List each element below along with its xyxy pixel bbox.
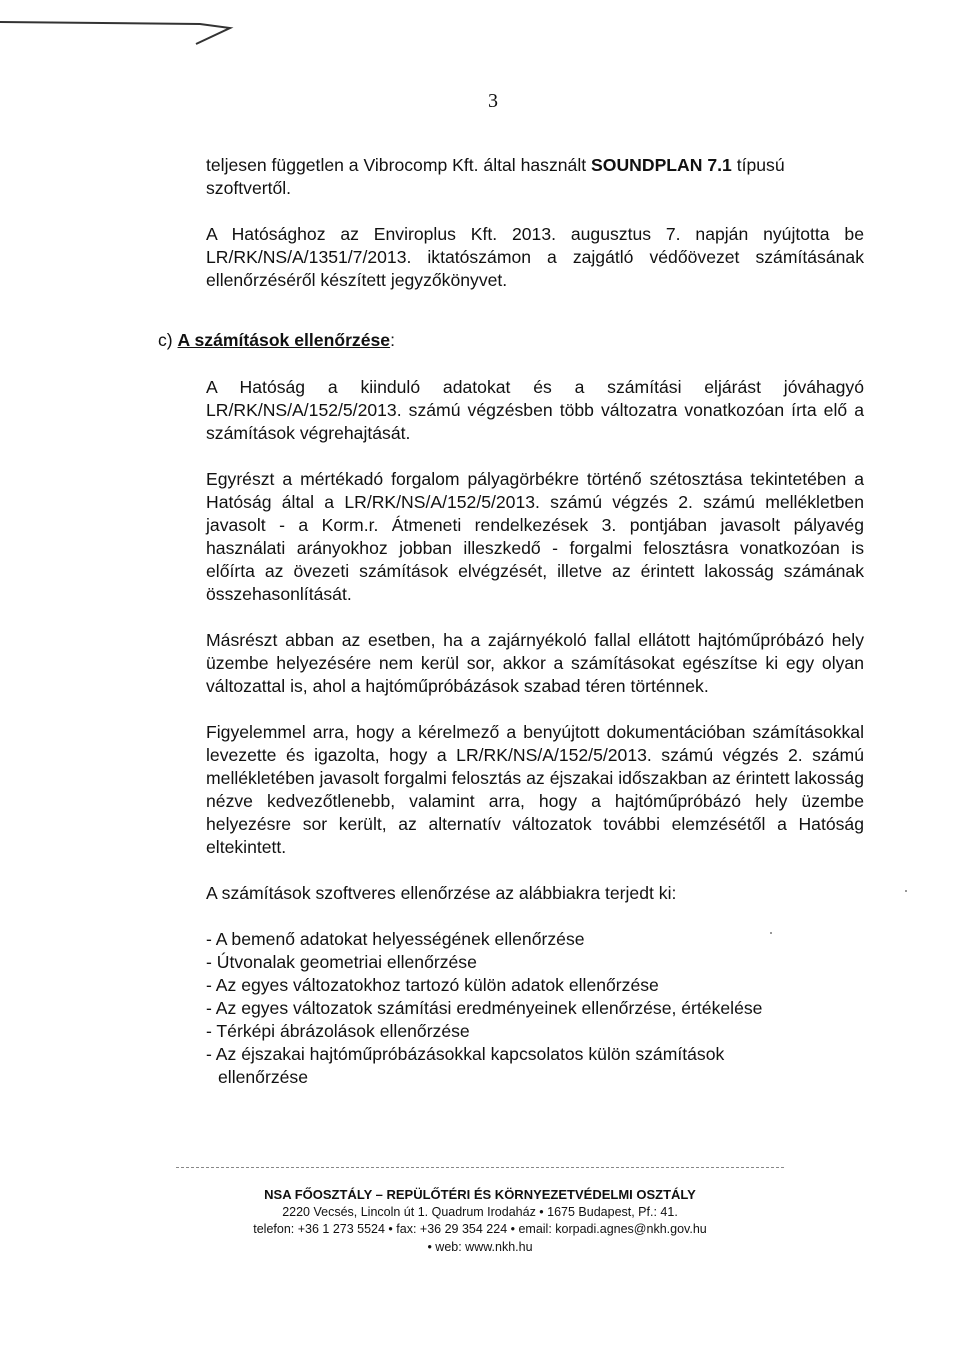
paragraph-software-check: A számítások szoftveres ellenőrzése az alábbiakra terjedt ki: [206,883,677,903]
list-item: - Az egyes változatokhoz tartozó külön adatok ellenőrzése [206,975,659,995]
page-number: 3 [488,90,498,112]
footer-web: • web: www.nkh.hu [427,1239,533,1254]
section-heading: c) A számítások ellenőrzése: [158,330,395,350]
list-item: - Térképi ábrázolások ellenőrzése [206,1021,470,1041]
footer-organization: NSA FŐOSZTÁLY – REPÜLŐTÉRI ÉS KÖRNYEZETVÉDELMI OSZTÁLY [264,1187,696,1202]
footer-contact: telefon: +36 1 273 5524 • fax: +36 29 354 224 • email: korpadi.agnes@nkh.gov.hu [253,1222,707,1236]
scan-speck [905,890,907,892]
check-list [206,928,864,1089]
paragraph-conclusion: Figyelemmel arra, hogy a kérelmező a benyújtott dokumentációban számításokkal levezette és igazolta, hogy a LR/RK/NS/A/152/5/2013. számú végzés 2. számú mellékletében javasolt forgalmi felosztás az éjszakai időszakban az érintett lakosság nézve kedvezőtlenebb, valamint arra, hogy a hajtóműpróbázó hely üzembe helyezésre sor került, az alternatív változatok további elemzésétől a Hatóság eltekintett. [206,722,864,857]
list-item-continuation: ellenőrzése [218,1067,308,1087]
list-item: - Útvonalak geometriai ellenőrzése [206,952,477,972]
paragraph-calc-procedure: A Hatóság a kiinduló adatokat és a számítási eljárást jóváhagyó LR/RK/NS/A/152/5/2013. számú végzésben több változatra vonatkozóan írta elő a számítások végrehajtását. [206,377,864,443]
intro-block [206,154,864,292]
section-heading-title: A számítások ellenőrzése [177,330,391,350]
footer-address: 2220 Vecsés, Lincoln út 1. Quadrum Irodaház • 1675 Budapest, Pf.: 41. [282,1204,678,1219]
software-name: SOUNDPLAN 7.1 [591,155,732,175]
intro-paragraph-2: A Hatósághoz az Enviroplus Kft. 2013. augusztus 7. napján nyújtotta be LR/RK/NS/A/1351/7/2013. iktatószámon a zajgátló védőövezet számításának ellenőrzéséről készített jegyzőkönyvet. [206,224,864,290]
scan-pen-stroke [0,12,240,46]
footer [0,1186,960,1256]
paragraph-first-variant: Egyrészt a mértékadó forgalom pályagörbékre történő szétosztása tekintetében a Hatóság által a LR/RK/NS/A/152/5/2013. számú végzés 2. számú mellékletben javasolt - a Korm.r. Átmeneti rendelkezések 3. pontjában javasolt pályavég használati arányokhoz jobban illeszkedő - forgalmi felosztásra vonatkozóan is előírta az övezeti számítások elvégzését, illetve az érintett lakosság számának összehasonlítását. [206,469,864,604]
list-item: - Az éjszakai hajtóműpróbázásokkal kapcsolatos külön számítások [206,1044,725,1064]
scan-speck [770,932,772,934]
main-block [206,376,864,1089]
footer-divider [176,1167,784,1168]
list-item: - Az egyes változatok számítási eredményeinek ellenőrzése, értékelése [206,998,763,1018]
list-item: - A bemenő adatokat helyességének ellenőrzése [206,929,585,949]
intro-paragraph-1: teljesen független a Vibrocomp Kft. által használt SOUNDPLAN 7.1 típusú szoftvertől. [206,155,785,198]
paragraph-second-variant: Másrészt abban az esetben, ha a zajárnyékoló fallal ellátott hajtóműpróbázó hely üzembe helyezésére nem kerül sor, akkor a számításokat egészítse ki egy olyan változattal is, ahol a hajtóműpróbázások szabad téren történnek. [206,630,864,696]
